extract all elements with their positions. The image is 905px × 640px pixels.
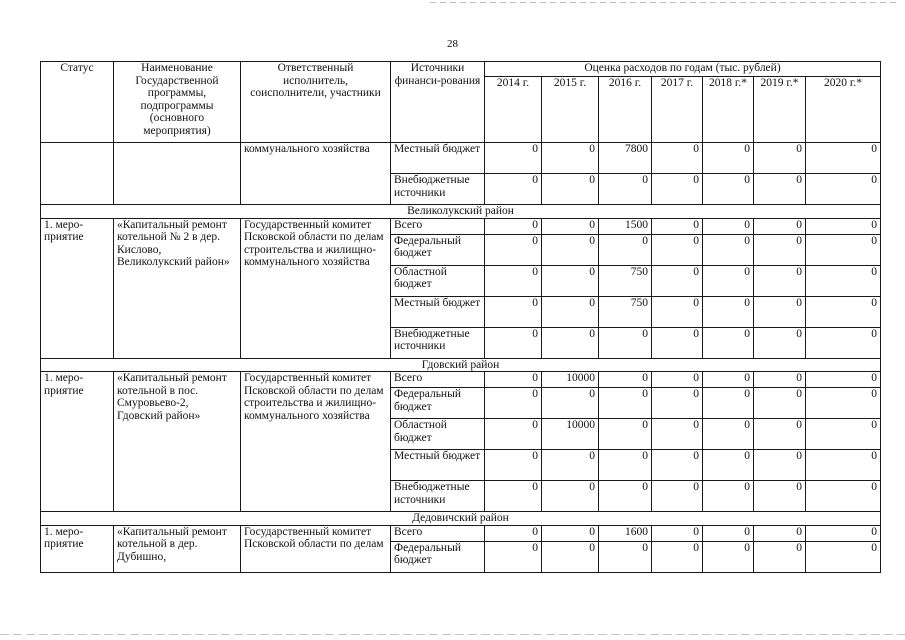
source-cell: Внебюджетные источники [391,174,485,205]
value-cell: 0 [652,419,703,450]
header-year: 2018 г.* [703,77,754,143]
value-cell: 1500 [599,218,652,234]
value-cell: 0 [652,174,703,205]
region-row [41,512,881,526]
source-cell: Местный бюджет [391,296,485,327]
responsible-cell: Государственный комитет Псковской области по делам строительства и жилищно-коммунального хозяйства [241,372,391,512]
value-cell: 0 [542,143,599,174]
table-row [41,143,881,174]
header-status: Статус [41,62,114,143]
table-row [41,525,881,541]
value-cell: 0 [485,265,542,296]
header-year: 2020 г.* [806,77,881,143]
value-cell: 0 [599,450,652,481]
value-cell: 0 [652,265,703,296]
value-cell: 0 [652,234,703,265]
value-cell: 0 [754,481,806,512]
value-cell: 0 [485,541,542,572]
value-cell: 0 [703,265,754,296]
value-cell: 0 [703,327,754,358]
value-cell: 0 [754,327,806,358]
region-row [41,358,881,372]
value-cell: 0 [703,296,754,327]
scan-artifact-top [430,2,900,3]
value-cell: 0 [652,327,703,358]
page-number: 28 [447,38,458,50]
value-cell: 0 [806,525,881,541]
value-cell: 0 [806,541,881,572]
source-cell: Федеральный бюджет [391,234,485,265]
value-cell: 0 [754,296,806,327]
value-cell: 0 [703,419,754,450]
value-cell: 0 [703,541,754,572]
source-cell: Всего [391,525,485,541]
value-cell: 0 [599,327,652,358]
value-cell: 0 [703,174,754,205]
value-cell: 0 [703,143,754,174]
header-estimate: Оценка расходов по годам (тыс. рублей) [485,62,881,77]
source-cell: Внебюджетные источники [391,327,485,358]
value-cell: 0 [652,481,703,512]
responsible-cell: Государственный комитет Псковской области по делам [241,525,391,572]
value-cell: 0 [754,143,806,174]
value-cell: 0 [485,450,542,481]
value-cell: 0 [599,234,652,265]
value-cell: 0 [485,143,542,174]
value-cell: 0 [806,143,881,174]
value-cell: 0 [754,265,806,296]
value-cell: 0 [485,327,542,358]
source-cell: Внебюджетные источники [391,481,485,512]
value-cell: 0 [806,388,881,419]
value-cell: 0 [542,218,599,234]
source-cell: Областной бюджет [391,419,485,450]
value-cell: 0 [542,541,599,572]
value-cell: 0 [542,174,599,205]
value-cell: 0 [542,525,599,541]
table-row [41,372,881,388]
value-cell: 0 [652,218,703,234]
header-responsible: Ответственный исполнитель, соисполнители, участники [241,62,391,143]
value-cell: 0 [485,174,542,205]
value-cell: 10000 [542,419,599,450]
value-cell: 0 [599,541,652,572]
region-title: Гдовский район [41,358,881,372]
value-cell: 0 [703,388,754,419]
source-cell: Местный бюджет [391,450,485,481]
value-cell: 0 [806,481,881,512]
value-cell: 0 [703,450,754,481]
value-cell: 0 [703,218,754,234]
value-cell: 0 [806,174,881,205]
value-cell: 0 [485,296,542,327]
status-cell: 1. меро-приятие [41,525,114,572]
value-cell: 0 [542,234,599,265]
value-cell: 0 [599,481,652,512]
header-year: 2014 г. [485,77,542,143]
value-cell: 0 [542,327,599,358]
header-year: 2017 г. [652,77,703,143]
header-year: 2019 г.* [754,77,806,143]
value-cell: 0 [542,388,599,419]
value-cell: 0 [542,481,599,512]
value-cell: 0 [652,450,703,481]
value-cell: 0 [485,419,542,450]
value-cell: 0 [806,234,881,265]
scan-artifact-bottom [0,634,905,635]
value-cell: 0 [542,450,599,481]
value-cell: 0 [703,372,754,388]
value-cell: 10000 [542,372,599,388]
value-cell: 0 [754,234,806,265]
name-cell: «Капитальный ремонт котельной № 2 в дер. Кислово, Великолукский район» [114,218,241,358]
value-cell: 0 [652,372,703,388]
value-cell: 0 [806,327,881,358]
source-cell: Федеральный бюджет [391,541,485,572]
responsible-cell: Государственный комитет Псковской области по делам строительства и жилищно-коммунального хозяйства [241,218,391,358]
name-cell: «Капитальный ремонт котельной в дер. Дубишно, [114,525,241,572]
source-cell: Всего [391,218,485,234]
source-cell: Областной бюджет [391,265,485,296]
table-row [41,218,881,234]
value-cell: 0 [599,174,652,205]
value-cell: 0 [754,218,806,234]
value-cell: 0 [485,481,542,512]
value-cell: 0 [485,525,542,541]
value-cell: 0 [652,525,703,541]
value-cell: 0 [754,525,806,541]
value-cell: 0 [485,372,542,388]
value-cell: 0 [754,541,806,572]
name-cell [114,143,241,205]
value-cell: 0 [652,143,703,174]
value-cell: 0 [703,234,754,265]
status-cell [41,143,114,205]
value-cell: 0 [599,372,652,388]
value-cell: 0 [806,450,881,481]
value-cell: 0 [485,234,542,265]
source-cell: Местный бюджет [391,143,485,174]
header-sources: Источники финанси-рования [391,62,485,143]
value-cell: 0 [703,481,754,512]
value-cell: 0 [542,265,599,296]
status-cell: 1. меро-приятие [41,372,114,512]
value-cell: 0 [599,388,652,419]
value-cell: 0 [754,174,806,205]
value-cell: 0 [754,372,806,388]
status-cell: 1. меро-приятие [41,218,114,358]
value-cell: 0 [485,388,542,419]
source-cell: Всего [391,372,485,388]
value-cell: 0 [806,265,881,296]
value-cell: 0 [806,372,881,388]
source-cell: Федеральный бюджет [391,388,485,419]
value-cell: 750 [599,296,652,327]
value-cell: 0 [652,388,703,419]
value-cell: 1600 [599,525,652,541]
value-cell: 750 [599,265,652,296]
header-year: 2016 г. [599,77,652,143]
value-cell: 0 [652,296,703,327]
value-cell: 0 [754,388,806,419]
name-cell: «Капитальный ремонт котельной в пос. Смуровьево-2, Гдовский район» [114,372,241,512]
responsible-cell: коммунального хозяйства [241,143,391,205]
region-title: Дедовичский район [41,512,881,526]
budget-table [40,61,881,573]
value-cell: 0 [806,419,881,450]
header-name: Наименование Государственной программы, подпрограммы (основного мероприятия) [114,62,241,143]
value-cell: 7800 [599,143,652,174]
region-row [41,205,881,219]
value-cell: 0 [485,218,542,234]
value-cell: 0 [703,525,754,541]
value-cell: 0 [599,419,652,450]
value-cell: 0 [652,541,703,572]
header-year: 2015 г. [542,77,599,143]
region-title: Великолукский район [41,205,881,219]
value-cell: 0 [542,296,599,327]
value-cell: 0 [806,218,881,234]
value-cell: 0 [806,296,881,327]
value-cell: 0 [754,450,806,481]
value-cell: 0 [754,419,806,450]
